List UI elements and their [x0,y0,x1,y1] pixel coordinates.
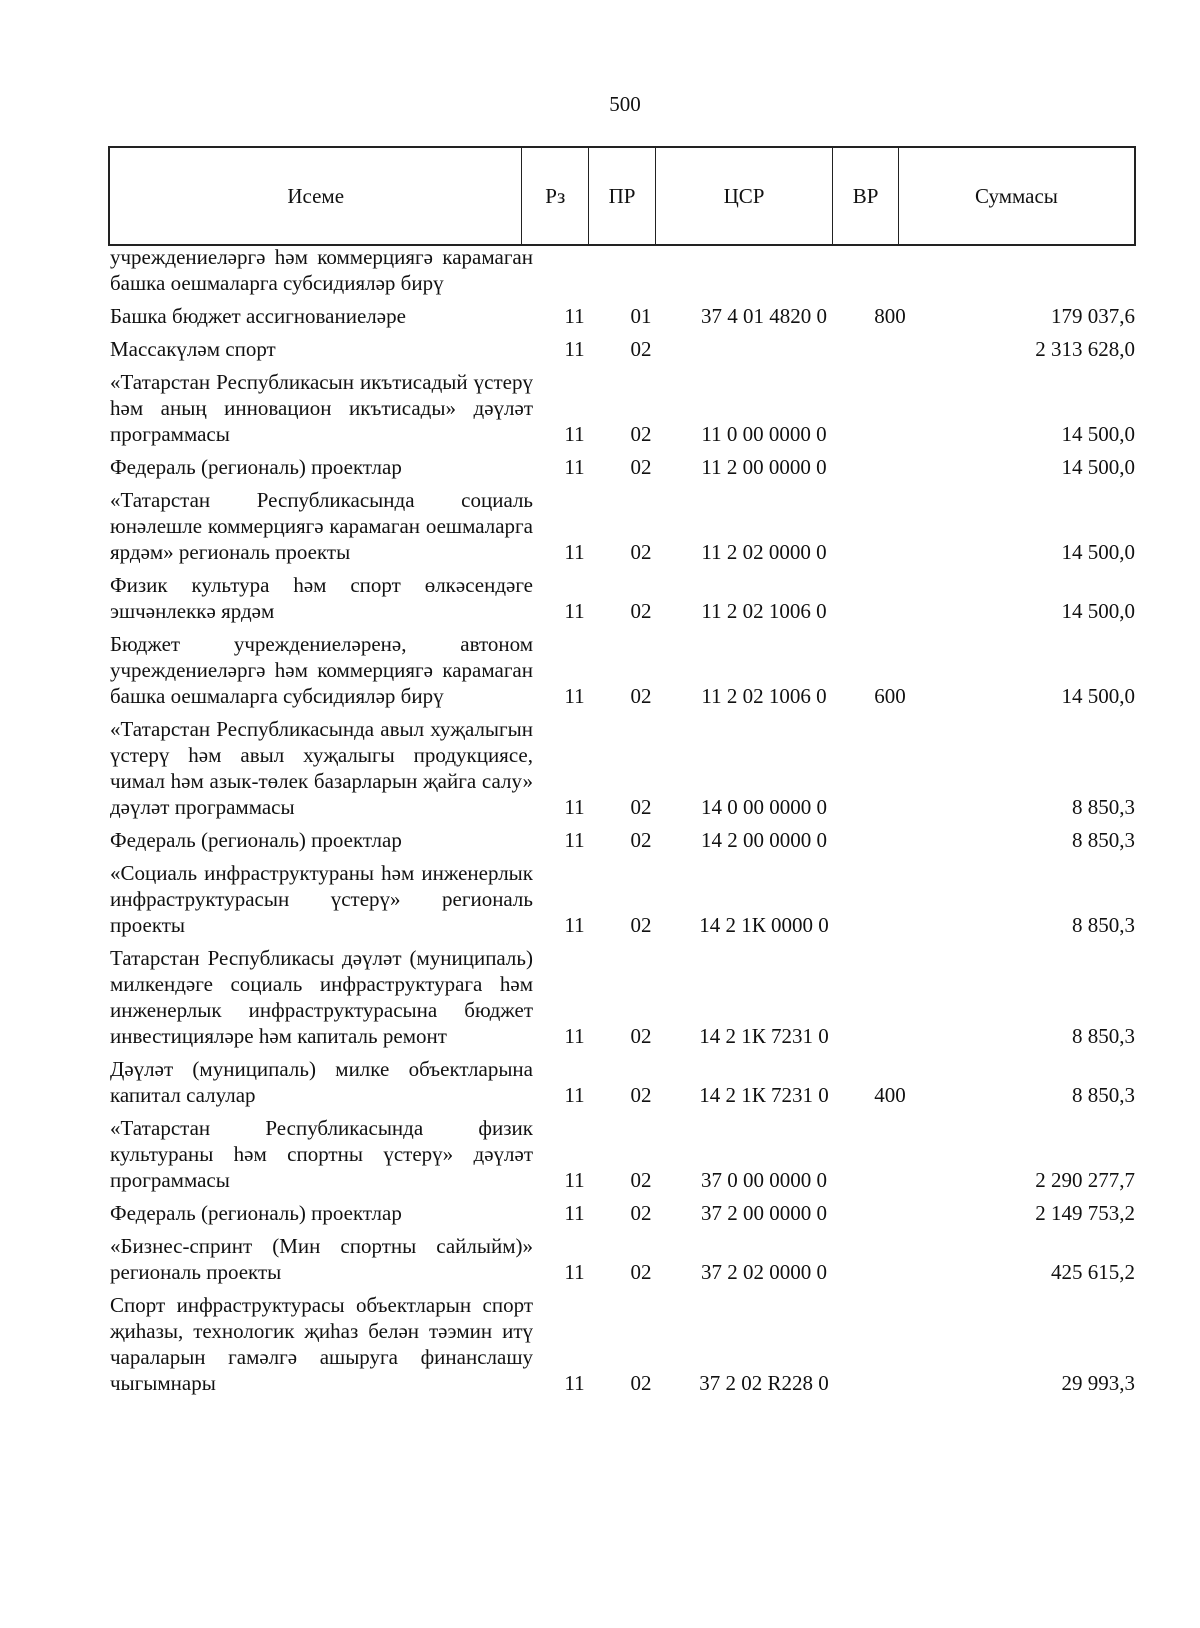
row-rz: 11 [564,913,585,937]
row-pr: 02 [630,455,652,479]
row-name: «Социаль инфраструктураны һәм инженерлык инфраструктурасын үстерү» региональ проекты [110,861,533,937]
row-sum: 14 500,0 [1061,455,1135,479]
row-rz: 11 [564,337,585,361]
row-pr: 02 [630,795,652,819]
row-pr: 02 [630,599,652,623]
header-rz: Рз [522,148,589,244]
row-pr: 02 [630,828,652,852]
row-rz: 11 [564,1201,585,1225]
row-csr: 37 2 00 0000 0 [701,1201,827,1225]
table-row [110,369,1138,447]
row-csr: 37 2 02 0000 0 [701,1260,827,1284]
row-sum: 14 500,0 [1061,599,1135,623]
row-name: Дәүләт (муниципаль) милке объектларына капитал салулар [110,1057,533,1107]
row-sum: 8 850,3 [1072,1024,1135,1048]
table-row [110,716,1138,820]
row-name: учреждениеләргә һәм коммерциягә карамаган башка оешмаларга субсидияләр бирү [110,245,533,295]
table-header [108,146,1136,246]
row-sum: 2 313 628,0 [1035,337,1135,361]
row-rz: 11 [564,795,585,819]
row-rz: 11 [564,828,585,852]
row-sum: 179 037,6 [1051,304,1135,328]
row-name: «Татарстан Республикасында социаль юнәлешле коммерциягә карамаган оешмаларга ярдәм» региональ проекты [110,488,533,564]
table-row [110,454,1138,480]
row-pr: 02 [630,1201,652,1225]
row-sum: 425 615,2 [1051,1260,1135,1284]
row-csr: 11 2 02 1006 0 [701,684,827,708]
row-sum: 14 500,0 [1061,684,1135,708]
table-row [110,336,1138,362]
row-rz: 11 [564,1083,585,1107]
row-csr: 14 2 1К 7231 0 [699,1083,829,1107]
table-row [110,303,1138,329]
row-rz: 11 [564,1168,585,1192]
row-csr: 11 0 00 0000 0 [701,422,827,446]
row-rz: 11 [564,684,585,708]
row-pr: 02 [630,1083,652,1107]
row-rz: 11 [564,1260,585,1284]
row-sum: 29 993,3 [1061,1371,1135,1395]
row-pr: 01 [630,304,652,328]
table-row [110,1115,1138,1193]
row-pr: 02 [630,1024,652,1048]
row-pr: 02 [630,1260,652,1284]
row-vr: 600 [874,684,906,708]
row-name: Федераль (региональ) проектлар [110,1201,402,1225]
row-name: Спорт инфраструктурасы объектларын спорт җиһазы, технологик җиһаз белән тәэмин итү чараларын гамәлгә ашыруга финанслашу чыгымнары [110,1293,533,1395]
row-sum: 14 500,0 [1061,540,1135,564]
row-pr: 02 [630,1371,652,1395]
table-row [110,1056,1138,1108]
table-row [110,487,1138,565]
row-sum: 2 290 277,7 [1035,1168,1135,1192]
row-rz: 11 [564,422,585,446]
header-sum: Суммасы [975,183,1058,208]
row-pr: 02 [630,422,652,446]
row-csr: 14 2 1К 7231 0 [699,1024,829,1048]
row-pr: 02 [630,684,652,708]
table-row [110,1233,1138,1285]
row-csr: 37 4 01 4820 0 [701,304,827,328]
row-sum: 8 850,3 [1072,828,1135,852]
row-name: Башка бюджет ассигнованиеләре [110,304,406,328]
row-name: Татарстан Республикасы дәүләт (муниципаль) милкендәге социаль инфраструктурага һәм инженерлык инфраструктурасына бюджет инвестицияләре һәм капиталь ремонт [110,946,533,1048]
row-name: «Татарстан Республикасында физик культураны һәм спортны үстерү» дәүләт программасы [110,1116,533,1192]
row-name: Массакүләм спорт [110,337,276,361]
row-csr: 37 2 02 R228 0 [699,1371,829,1395]
row-csr: 14 2 00 0000 0 [701,828,827,852]
row-csr: 37 0 00 0000 0 [701,1168,827,1192]
row-name: «Бизнес-спринт (Мин спортны сайлыйм)» региональ проекты [110,1234,533,1284]
table-row [110,1292,1138,1396]
header-vr: ВР [833,148,899,244]
row-rz: 11 [564,599,585,623]
row-sum: 14 500,0 [1061,422,1135,446]
row-name: Федераль (региональ) проектлар [110,828,402,852]
row-csr: 14 0 00 0000 0 [701,795,827,819]
row-csr: 11 2 02 1006 0 [701,599,827,623]
row-pr: 02 [630,913,652,937]
table-row [110,827,1138,853]
page-number: 500 [609,92,641,116]
header-pr: ПР [589,148,656,244]
row-pr: 02 [630,1168,652,1192]
header-name: Исеме [110,148,522,244]
row-rz: 11 [564,304,585,328]
row-vr: 400 [874,1083,906,1107]
row-name: «Татарстан Республикасында авыл хуҗалыгын үстерү һәм авыл хуҗалыгы продукциясе, чимал һәм азык-төлек базарларын җайга салу» дәүләт программасы [110,717,533,819]
table-row [110,572,1138,624]
table-row [110,244,1138,296]
header-csr: ЦСР [656,148,833,244]
row-rz: 11 [564,1371,585,1395]
row-pr: 02 [630,540,652,564]
row-sum: 8 850,3 [1072,795,1135,819]
row-sum: 2 149 753,2 [1035,1201,1135,1225]
row-rz: 11 [564,540,585,564]
table-row [110,1200,1138,1226]
row-csr: 11 2 00 0000 0 [701,455,827,479]
row-sum: 8 850,3 [1072,913,1135,937]
row-name: Бюджет учреждениеләренә, автоном учреждениеләргә һәм коммерциягә карамаган башка оешмаларга субсидияләр бирү [110,632,533,708]
row-name: Физик культура һәм спорт өлкәсендәге эшчәнлеккә ярдәм [110,573,533,623]
row-vr: 800 [874,304,906,328]
row-pr: 02 [630,337,652,361]
row-name: «Татарстан Республикасын икътисадый үстерү һәм аның инновацион икътисады» дәүләт программасы [110,370,533,446]
row-sum: 8 850,3 [1072,1083,1135,1107]
row-name: Федераль (региональ) проектлар [110,455,402,479]
table-row [110,631,1138,709]
row-rz: 11 [564,455,585,479]
table-body [110,244,1138,1396]
table-row [110,945,1138,1049]
row-csr: 11 2 02 0000 0 [701,540,827,564]
table-row [110,860,1138,938]
row-csr: 14 2 1К 0000 0 [699,913,829,937]
row-rz: 11 [564,1024,585,1048]
